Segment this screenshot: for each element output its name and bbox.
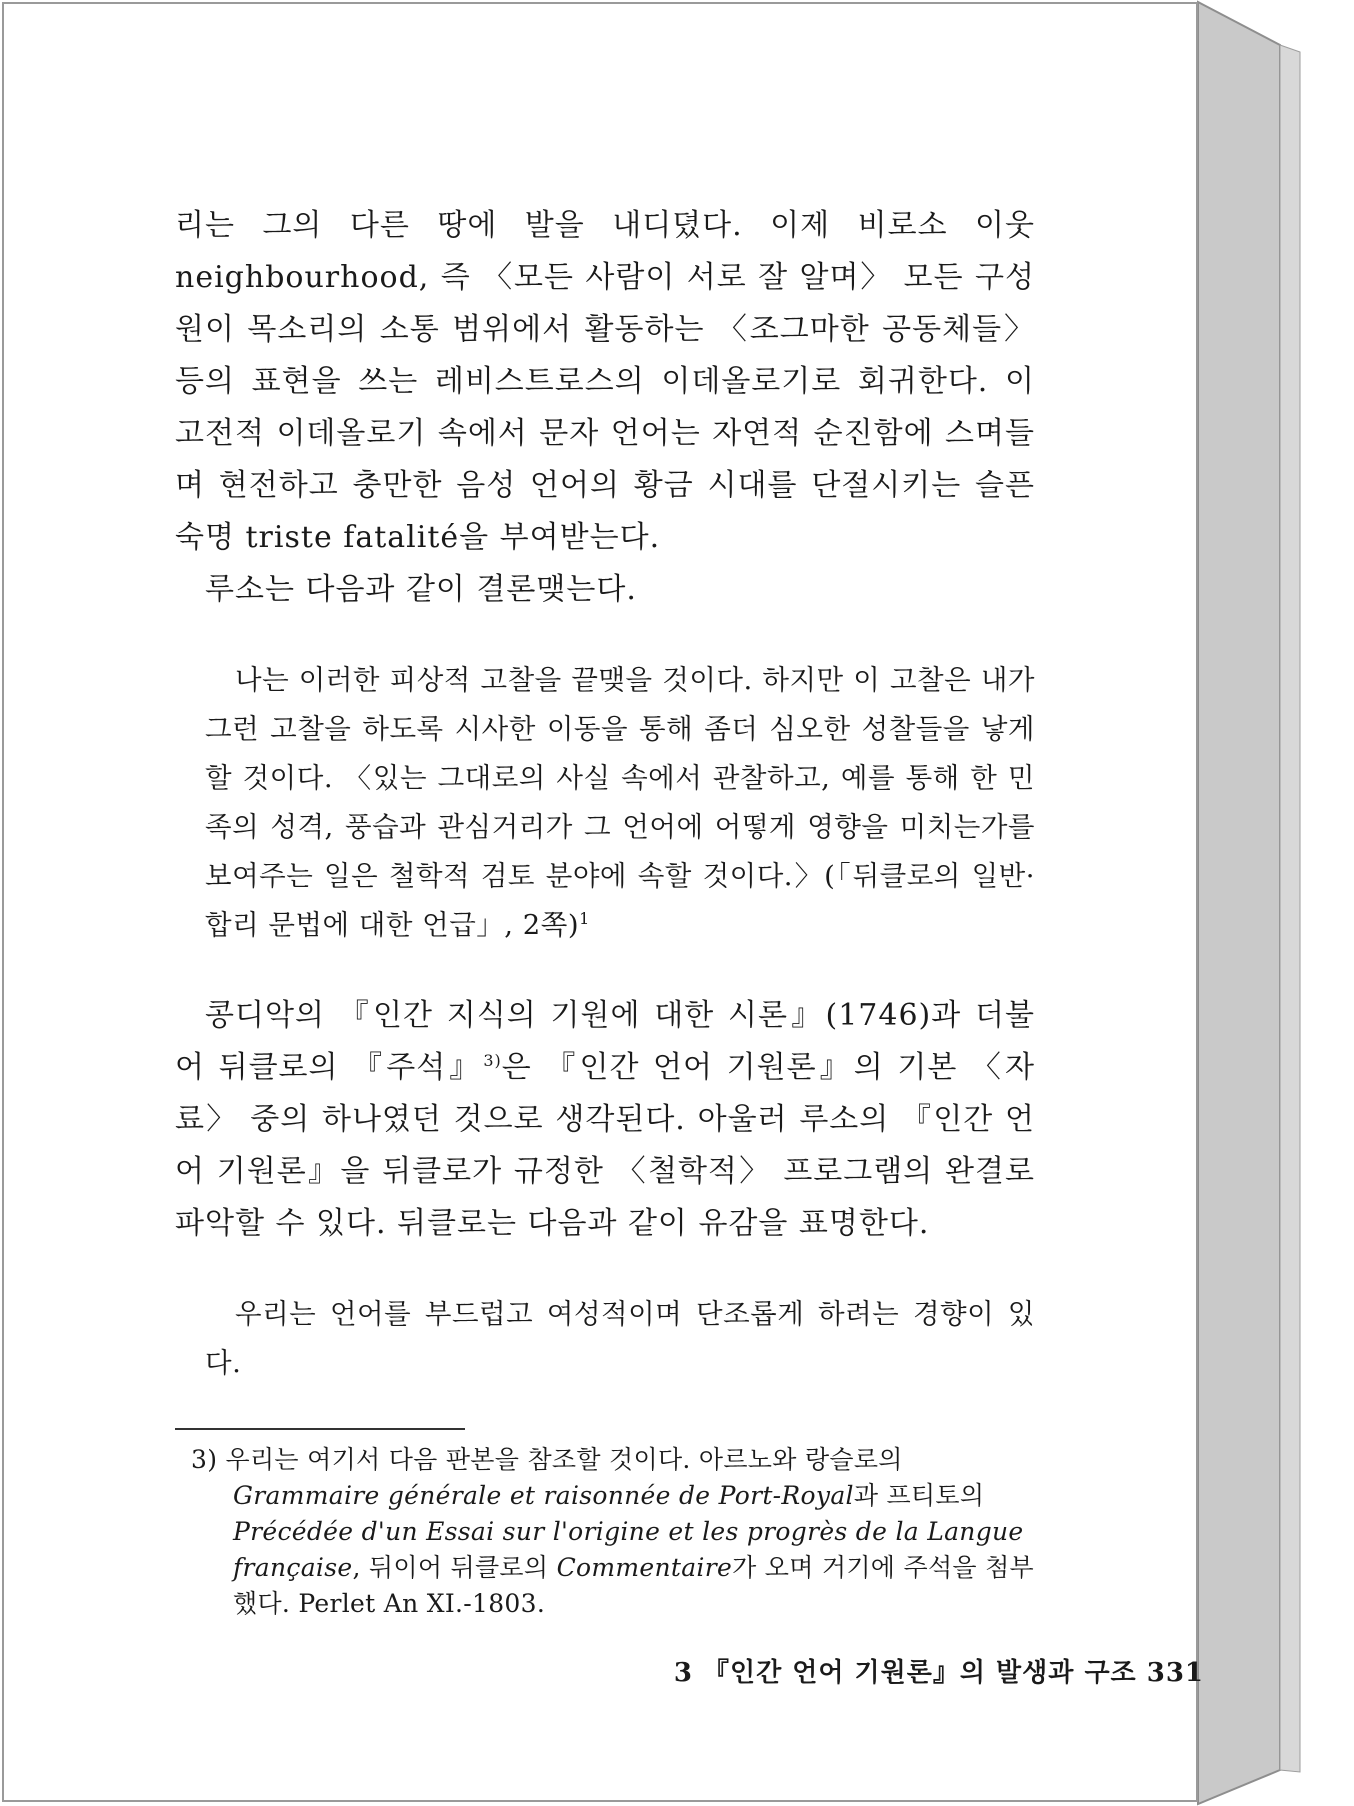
footnote-text-2: 과 프티토의 <box>853 1481 985 1510</box>
footnote-text-4: 가 오며 거기에 주석을 첨부했다. Perlet An XI.-1803. <box>233 1553 1035 1618</box>
body-paragraph-2: 루소는 다음과 같이 결론맺는다. <box>205 572 637 607</box>
block-quote-1-note: 1 <box>579 908 590 928</box>
footnote-number: 3) <box>191 1445 218 1474</box>
block-quote-2: 우리는 언어를 부드럽고 여성적이며 단조롭게 하려는 경향이 있다. <box>205 1298 1035 1379</box>
footnote-text-1: 우리는 여기서 다음 판본을 참조할 것이다. 아르노와 랑슬로의 <box>225 1445 903 1474</box>
footnote-rule <box>175 1428 465 1430</box>
footnote-text-3: , 뒤이어 뒤클로의 <box>352 1553 557 1582</box>
footnote-title-3: Commentaire <box>556 1553 733 1582</box>
block-quote-1-text: 나는 이러한 피상적 고찰을 끝맺을 것이다. 하지만 이 고찰은 내가 그런 고찰을 하도록 시사한 이동을 통해 좀더 심오한 성찰들을 낳게 할 것이다. 〈있는 그대로의 사실 속에서 관찰하고, 예를 통해 한 민족의 성격, 풍습과 관심거리가 그 언어에 어떻게 영향을 미치는가를 보여주는 일은 철학적 검토 분야에 속할 것이다.〉(「뒤클로의 일반·합리 문법에 대한 언급」, 2쪽) <box>205 664 1035 941</box>
body-paragraph-3-part-a: 콩디악의 『인간 지식의 기원에 대한 시론』(1746)과 더불어 뒤클로의 『주석』 <box>175 998 1035 1085</box>
body-paragraph-3-part-b: 은 『인간 언어 기원론』의 기본 〈자료〉 중의 하나였던 것으로 생각된다. 아울러 루소의 『인간 언어 기원론』을 뒤클로가 규정한 〈철학적〉 프로그램의 완결로 파악할 수 있다. 뒤클로는 다음과 같이 유감을 표명한다. <box>175 1050 1035 1241</box>
page-content <box>175 200 1035 1622</box>
body-paragraph-3 <box>175 990 1035 1250</box>
footnote-ref-3: 3) <box>483 1051 502 1070</box>
footnote-title-1: Grammaire générale et raisonnée de Port-Royal <box>233 1481 854 1510</box>
footnote-3 <box>175 1442 1035 1622</box>
body-paragraph-1: 리는 그의 다른 땅에 발을 내디뎠다. 이제 비로소 이웃neighbourhood, 즉 〈모든 사람이 서로 잘 알며〉 모든 구성원이 목소리의 소통 범위에서 활동하는 〈조그마한 공동체들〉 등의 표현을 쓰는 레비스트로스의 이데올로기로 회귀한다. 이 고전적 이데올로기 속에서 문자 언어는 자연적 순진함에 스며들며 현전하고 충만한 음성 언어의 황금 시대를 단절시키는 슬픈 숙명 triste fatalité을 부여받는다. <box>175 208 1035 555</box>
footnote-title-2: Précédée d'un Essai sur l'origine et les progrès de la Langue française <box>233 1517 1024 1582</box>
running-footer: 3 『인간 언어 기원론』의 발생과 구조 331 <box>673 1658 1204 1688</box>
block-quote-1 <box>205 656 1035 950</box>
